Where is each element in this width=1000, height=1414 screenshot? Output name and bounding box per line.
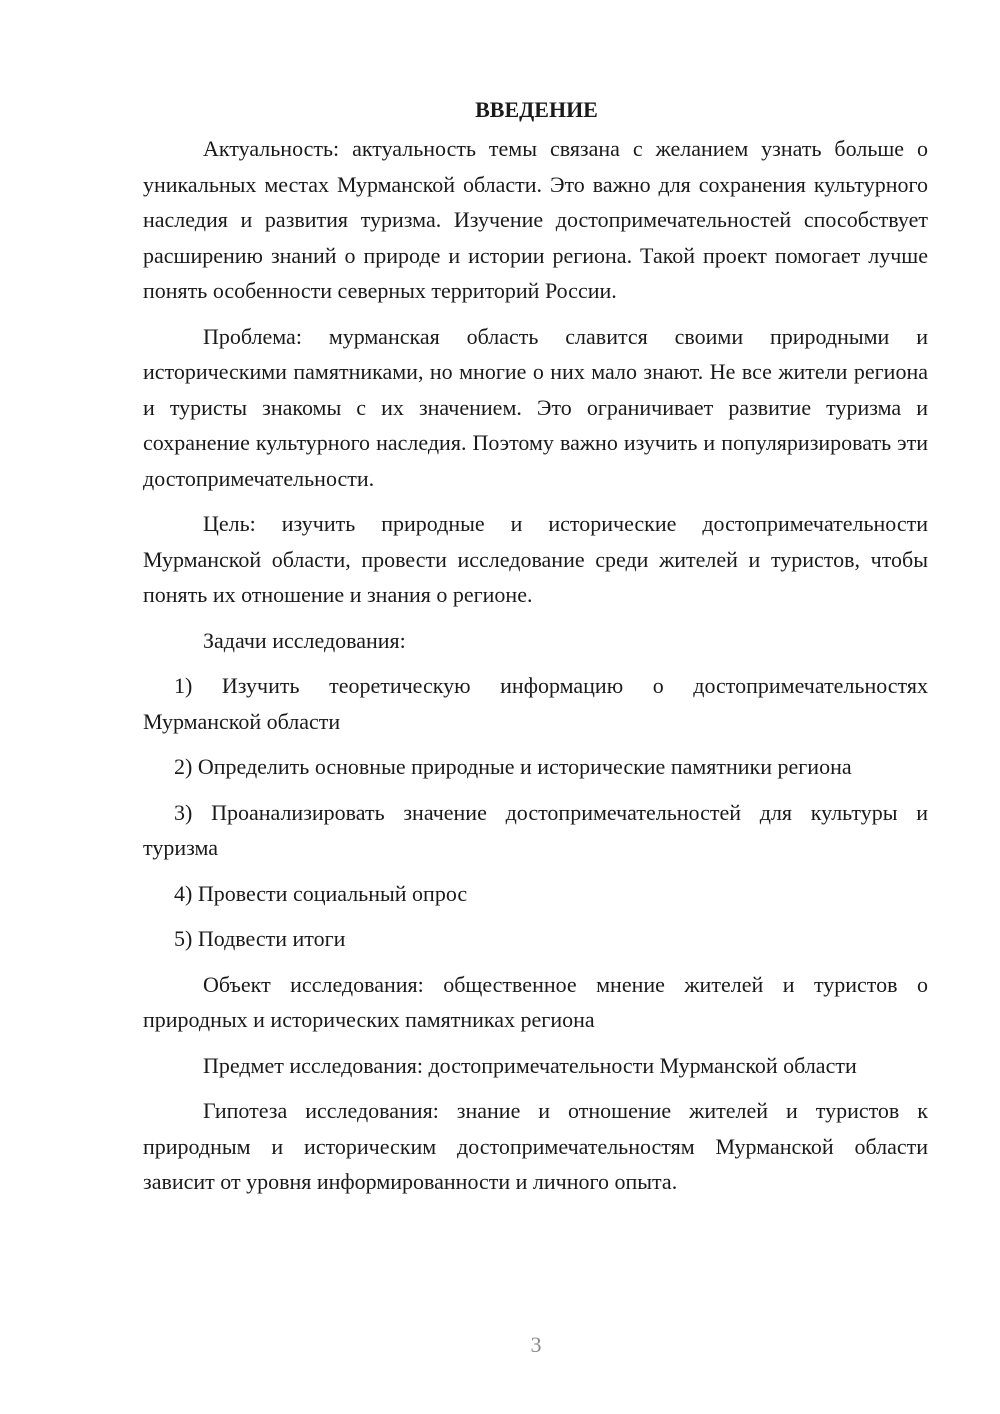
problem-paragraph: Проблема: мурманская область славится своими природными и историческими памятниками, но многие о них мало знают. Не все жители региона и туристы знакомы с их значением. Это ограничивает развитие туризма и сохранение культурного наследия. Поэтому важно изучить и популяризировать эти достопримечательности. xyxy=(143,323,928,491)
goal-paragraph: Цель: изучить природные и исторические достопримечательности Мурманской области, провести исследование среди жителей и туристов, чтобы понять их отношение и знания о регионе. xyxy=(143,511,928,607)
page-number: 3 xyxy=(530,1332,542,1357)
task-item-1: 1) Изучить теоретическую информацию о достопримечательностях Мурманской области xyxy=(143,673,928,734)
page-content xyxy=(143,92,928,1210)
relevance-paragraph: Актуальность: актуальность темы связана с желанием узнать больше о уникальных местах Мурманской области. Это важно для сохранения культурного наследия и развития туризма. Изучение достопримечательностей способствует расширению знаний о природе и истории региона. Такой проект помогает лучше понять особенности северных территорий России. xyxy=(143,136,928,303)
task-item-2: 2) Определить основные природные и исторические памятники региона xyxy=(174,754,852,779)
task-item-5: 5) Подвести итоги xyxy=(174,926,346,951)
object-paragraph: Объект исследования: общественное мнение жителей и туристов о природных и исторических памятниках региона xyxy=(143,971,928,1032)
hypothesis-paragraph: Гипотеза исследования: знание и отношение жителей и туристов к природным и историческим достопримечательностям Мурманской области зависит от уровня информированности и личного опыта. xyxy=(143,1098,928,1194)
subject-paragraph: Предмет исследования: достопримечательности Мурманской области xyxy=(203,1052,857,1078)
task-item-3: 3) Проанализировать значение достопримечательностей для культуры и туризма xyxy=(143,799,928,860)
section-heading: ВВЕДЕНИЕ xyxy=(475,97,598,122)
tasks-label: Задачи исследования: xyxy=(203,627,406,653)
task-list xyxy=(143,668,928,957)
task-item-4: 4) Провести социальный опрос xyxy=(174,880,468,906)
